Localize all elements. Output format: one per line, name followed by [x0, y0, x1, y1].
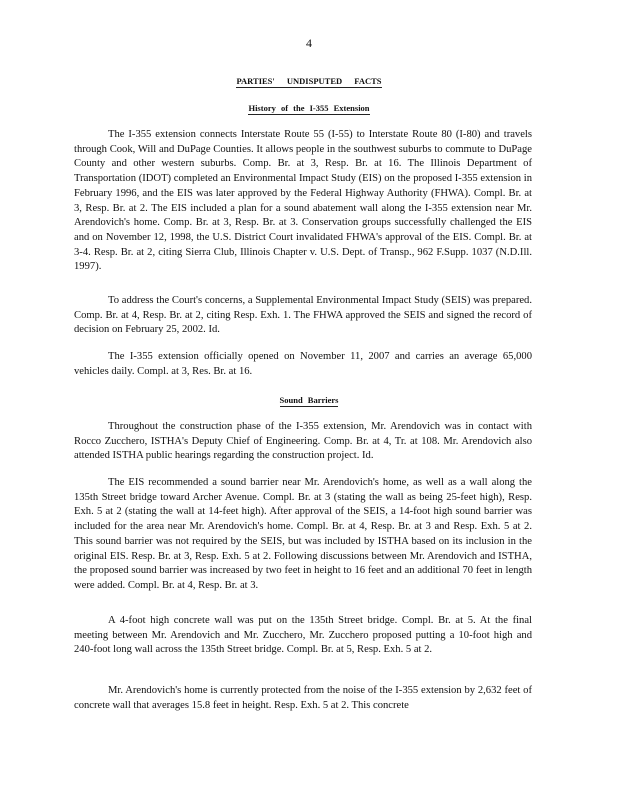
- paragraph-sound-4: Mr. Arendovich's home is currently protected from the noise of the I-355 extension by 2,632 feet of concrete wall that averages 15.8 feet in height. Resp. Exh. 5 at 2. This concrete: [74, 685, 532, 711]
- page-number: 4: [306, 36, 312, 50]
- paragraph-history-3: The I-355 extension officially opened on November 11, 2007 and carries an average 65,000 vehicles daily. Compl. at 3, Res. Br. at 16.: [74, 351, 532, 377]
- subheading-history: [0, 103, 618, 113]
- heading-text: History of the I-355 Extension: [248, 103, 370, 113]
- section-heading-facts: [0, 76, 618, 86]
- paragraph-sound-1: Throughout the construction phase of the I-355 extension, Mr. Arendovich was in contact with Rocco Zucchero, ISTHA's Deputy Chief of Engineering. Comp. Br. at 4, Tr. at 108. Mr. Arendovich also attended ISTHA public hearings regarding the construction project. Id.: [74, 421, 532, 462]
- paragraph-history-2: To address the Court's concerns, a Supplemental Environmental Impact Study (SEIS) was prepared. Comp. Br. at 4, Resp. Br. at 2, citing Resp. Exh. 1. The FHWA approved the SEIS and signed the record of decision on February 25, 2002. Id.: [74, 295, 532, 336]
- subheading-sound-barriers: [0, 395, 618, 405]
- paragraph-sound-3: A 4-foot high concrete wall was put on the 135th Street bridge. Compl. Br. at 5. At the final meeting between Mr. Arendovich and Mr. Zucchero, Mr. Zucchero proposed putting a 10-foot high and 240-foot long wall across the 135th Street bridge. Compl. Br. at 5, Resp. Exh. 5 at 2.: [74, 615, 532, 656]
- paragraph-history-1: The I-355 extension connects Interstate Route 55 (I-55) to Interstate Route 80 (I-80) and travels through Cook, Will and DuPage Counties. It allows people in the southwest suburbs to commute to DuPage County and other western suburbs. Comp. Br. at 3, Resp. Br. at 16. The Illinois Department of Transportation (IDOT) completed an Environmental Impact Study (EIS) on the proposed I-355 extension in February 1996, and the EIS was later approved by the Federal Highway Authority (FHWA). Compl. Br. at 3, Resp. Br. at 2. The EIS included a plan for a sound abatement wall along the I-355 extension near Mr. Arendovich's home. Comp. Br. at 3, Resp. Br. at 3. Conservation groups successfully challenged the EIS and on November 12, 1998, the U.S. District Court invalidated FHWA's approval of the EIS. Compl. Br. at 3-4. Resp. Br. at 2, citing Sierra Club, Illinois Chapter v. U.S. Dept. of Transp., 962 F.Supp. 1037 (N.D.Ill. 1997).: [74, 129, 532, 273]
- paragraph-sound-2: The EIS recommended a sound barrier near Mr. Arendovich's home, as well as a wall along the 135th Street bridge toward Archer Avenue. Compl. Br. at 3 (stating the wall as being 25-feet high), Resp. Exh. 5 at 2 (stating the wall at 14-feet high). After approval of the SEIS, a 14-foot high sound barrier was included for the area near Mr. Arendovich's home. Compl. Br. at 4, Resp. Br. at 3 and Resp. Exh. 5 at 2. This sound barrier was not required by the SEIS, but was included by ISTHA based on its inclusion in the original EIS. Resp. Br. at 3, Resp. Exh. 5 at 2. Following discussions between Mr. Arendovich and ISTHA, the proposed sound barrier was increased by two feet in height to 16 feet and an additional 70 feet in length were added. Compl. Br. at 4, Resp. Br. at 3.: [74, 477, 532, 591]
- heading-text: Sound Barriers: [279, 395, 339, 405]
- heading-text: PARTIES' UNDISPUTED FACTS: [236, 76, 382, 86]
